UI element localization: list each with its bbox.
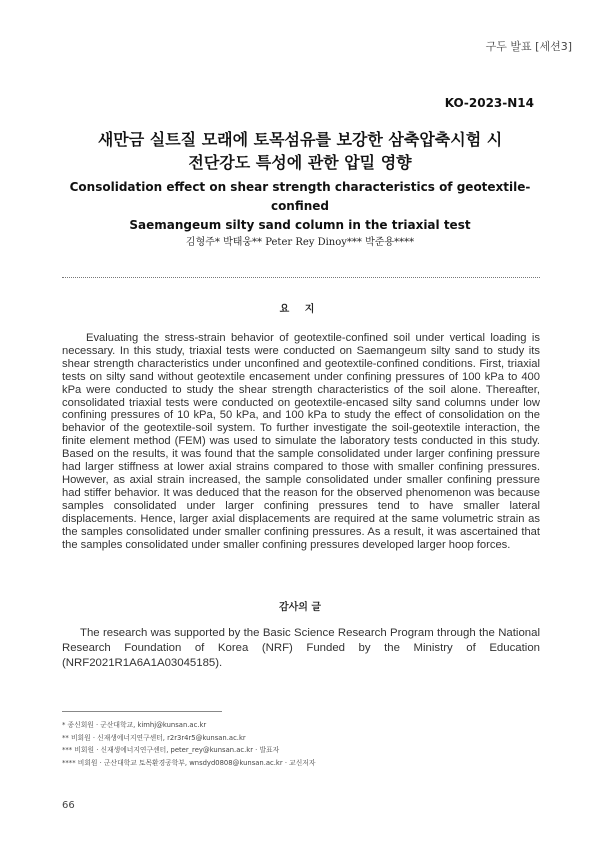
paper-id: KO-2023-N14 — [444, 96, 534, 110]
abstract-heading: 요 지 — [279, 304, 321, 315]
footnote-rule — [62, 711, 222, 712]
session-label: 구두 발표 [세션3] — [485, 40, 572, 53]
footnote: * 종신회원 · 군산대학교, kimhj@kunsan.ac.kr — [62, 721, 207, 729]
footnote: ** 비회원 · 신재생에너지연구센터, r2r3r4r5@kunsan.ac.kr — [62, 733, 246, 742]
author-list: 김형주* 박태웅** Peter Rey Dinoy*** 박준용**** — [185, 237, 415, 248]
footnote: **** 비회원 · 군산대학교 토목환경공학부, wnsdyd0808@kunsan.ac.kr · 교신저자 — [62, 758, 316, 767]
korean-title-line: 새만금 실트질 모래에 토목섬유를 보강한 삼축압축시험 시 — [97, 130, 503, 149]
page-number: 66 — [62, 800, 75, 811]
korean-title — [70, 128, 530, 174]
english-title-line: Consolidation effect on shear strength characteristics of geotextile-confined — [69, 180, 531, 213]
english-title — [60, 178, 540, 235]
section-divider — [62, 277, 540, 278]
footnotes — [62, 719, 542, 769]
acknowledgement-text: The research was supported by the Basic Science Research Program through the National Research Foundation of Korea (NRF) Funded by the Ministry of Education (NRF2021R1A6A1A03045185). — [62, 627, 540, 669]
abstract-text: Evaluating the stress-strain behavior of geotextile-confined soil under vertical loading is necessary. In this study, triaxial tests were conducted on Saemangeum silty sand to study its shear strength characteristics under unconfined and geotextile-confined conditions. First, triaxial tests on silty sand without geotextile encasement under confining pressures of 100 kPa to 400 kPa were conducted to study the shear strength characteristics of the soil alone. Thereafter, consolidated triaxial tests were conducted on geotextile-encased silty sand columns under low confining pressures of 10 kPa, 50 kPa, and 100 kPa to study the effect of consolidation on the behavior of the geotextile-soil system. To further investigate the soil-geotextile interaction, the finite element method (FEM) was used to simulate the laboratory tests conducted in this study. Based on the results, it was found that the sample consolidated under larger confining pressure had larger stiffness at lower axial strains compared to those with smaller confining pressures. However, as axial strain increased, the sample consolidated under smaller confining pressure had stiffer behavior. It was deduced that the reason for the observed phenomenon was because samples consolidated under larger confining pressures tend to have smaller lateral displacements. Hence, larger axial displacements are required at the same volumetric strain as the samples consolidated under smaller confining pressures. As a result, it was ascertained that the samples consolidated under smaller confining pressures developed larger hoop forces. — [62, 332, 540, 551]
english-title-line: Saemangeum silty sand column in the triaxial test — [129, 218, 471, 232]
acknowledgement-heading: 감사의 글 — [278, 602, 322, 613]
footnote: *** 비회원 · 신재생에너지연구센터, peter_rey@kunsan.ac.kr · 발표자 — [62, 746, 280, 754]
korean-title-line: 전단강도 특성에 관한 압밀 영향 — [188, 153, 412, 172]
